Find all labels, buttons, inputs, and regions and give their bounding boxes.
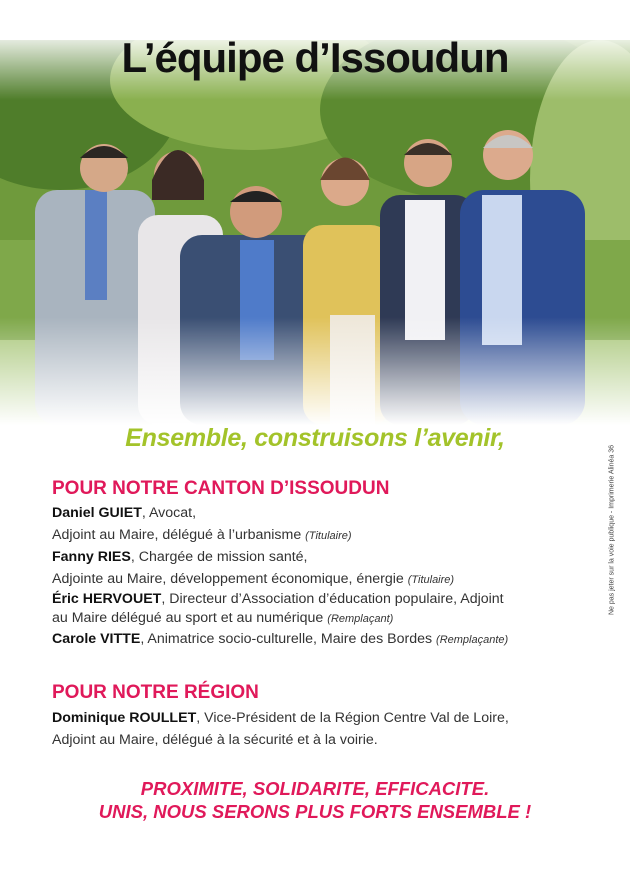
member-role: (Titulaire) [407,574,455,586]
legal-notice-text: Ne pas jeter sur la voie publique - Imprimerie Alinéa 36 [608,444,616,616]
canton-heading: POUR NOTRE CANTON D’ISSOUDUN [52,478,390,499]
member-line [52,609,597,628]
member-name: Dominique ROULLET [52,710,197,726]
member-line [52,628,597,650]
member-description: , Chargée de mission santé, [130,549,308,565]
member-line [52,568,597,590]
member-name: Carole VITTE [52,631,141,647]
region-members [52,707,597,751]
member-description: , Avocat, [141,505,197,521]
canton-members [52,502,597,650]
member-description: , Animatrice socio-culturelle, Maire des Bordes [140,631,433,647]
member-description: , Vice-Président de la Région Centre Val de Loire, [196,710,509,726]
member-name: Éric HERVOUET [52,591,162,607]
region-heading: POUR NOTRE RÉGION [52,682,259,703]
member-role: (Remplaçant) [327,613,394,625]
page-title: L’équipe d’Issoudun [121,34,509,81]
member-line [52,502,597,524]
member-line [52,546,597,568]
member-description: Adjointe au Maire, développement économique, énergie [52,571,404,587]
member-description: Adjoint au Maire, délégué à l’urbanisme [52,527,302,543]
member-role: (Titulaire) [305,530,352,542]
closing-line-1: PROXIMITE, SOLIDARITE, EFFICACITE. [140,778,490,799]
member-name: Daniel GUIET [52,505,142,521]
closing-line-2: UNIS, NOUS SERONS PLUS FORTS ENSEMBLE ! [98,801,532,822]
member-description: Adjoint au Maire, délégué à la sécurité et à la voirie. [52,732,378,748]
legal-notice [604,440,620,620]
member-role: (Remplaçante) [436,634,509,646]
member-name: Fanny RIES [52,549,131,565]
member-line [52,729,597,751]
slogan: Ensemble, construisons l’avenir, [125,424,505,452]
member-line [52,707,597,729]
member-description: , Directeur d’Association d’éducation populaire, Adjoint [161,591,504,607]
member-description: au Maire délégué au sport et au numérique [52,610,324,626]
member-line [52,524,597,546]
team-photo [0,40,630,425]
member-line [52,590,597,609]
